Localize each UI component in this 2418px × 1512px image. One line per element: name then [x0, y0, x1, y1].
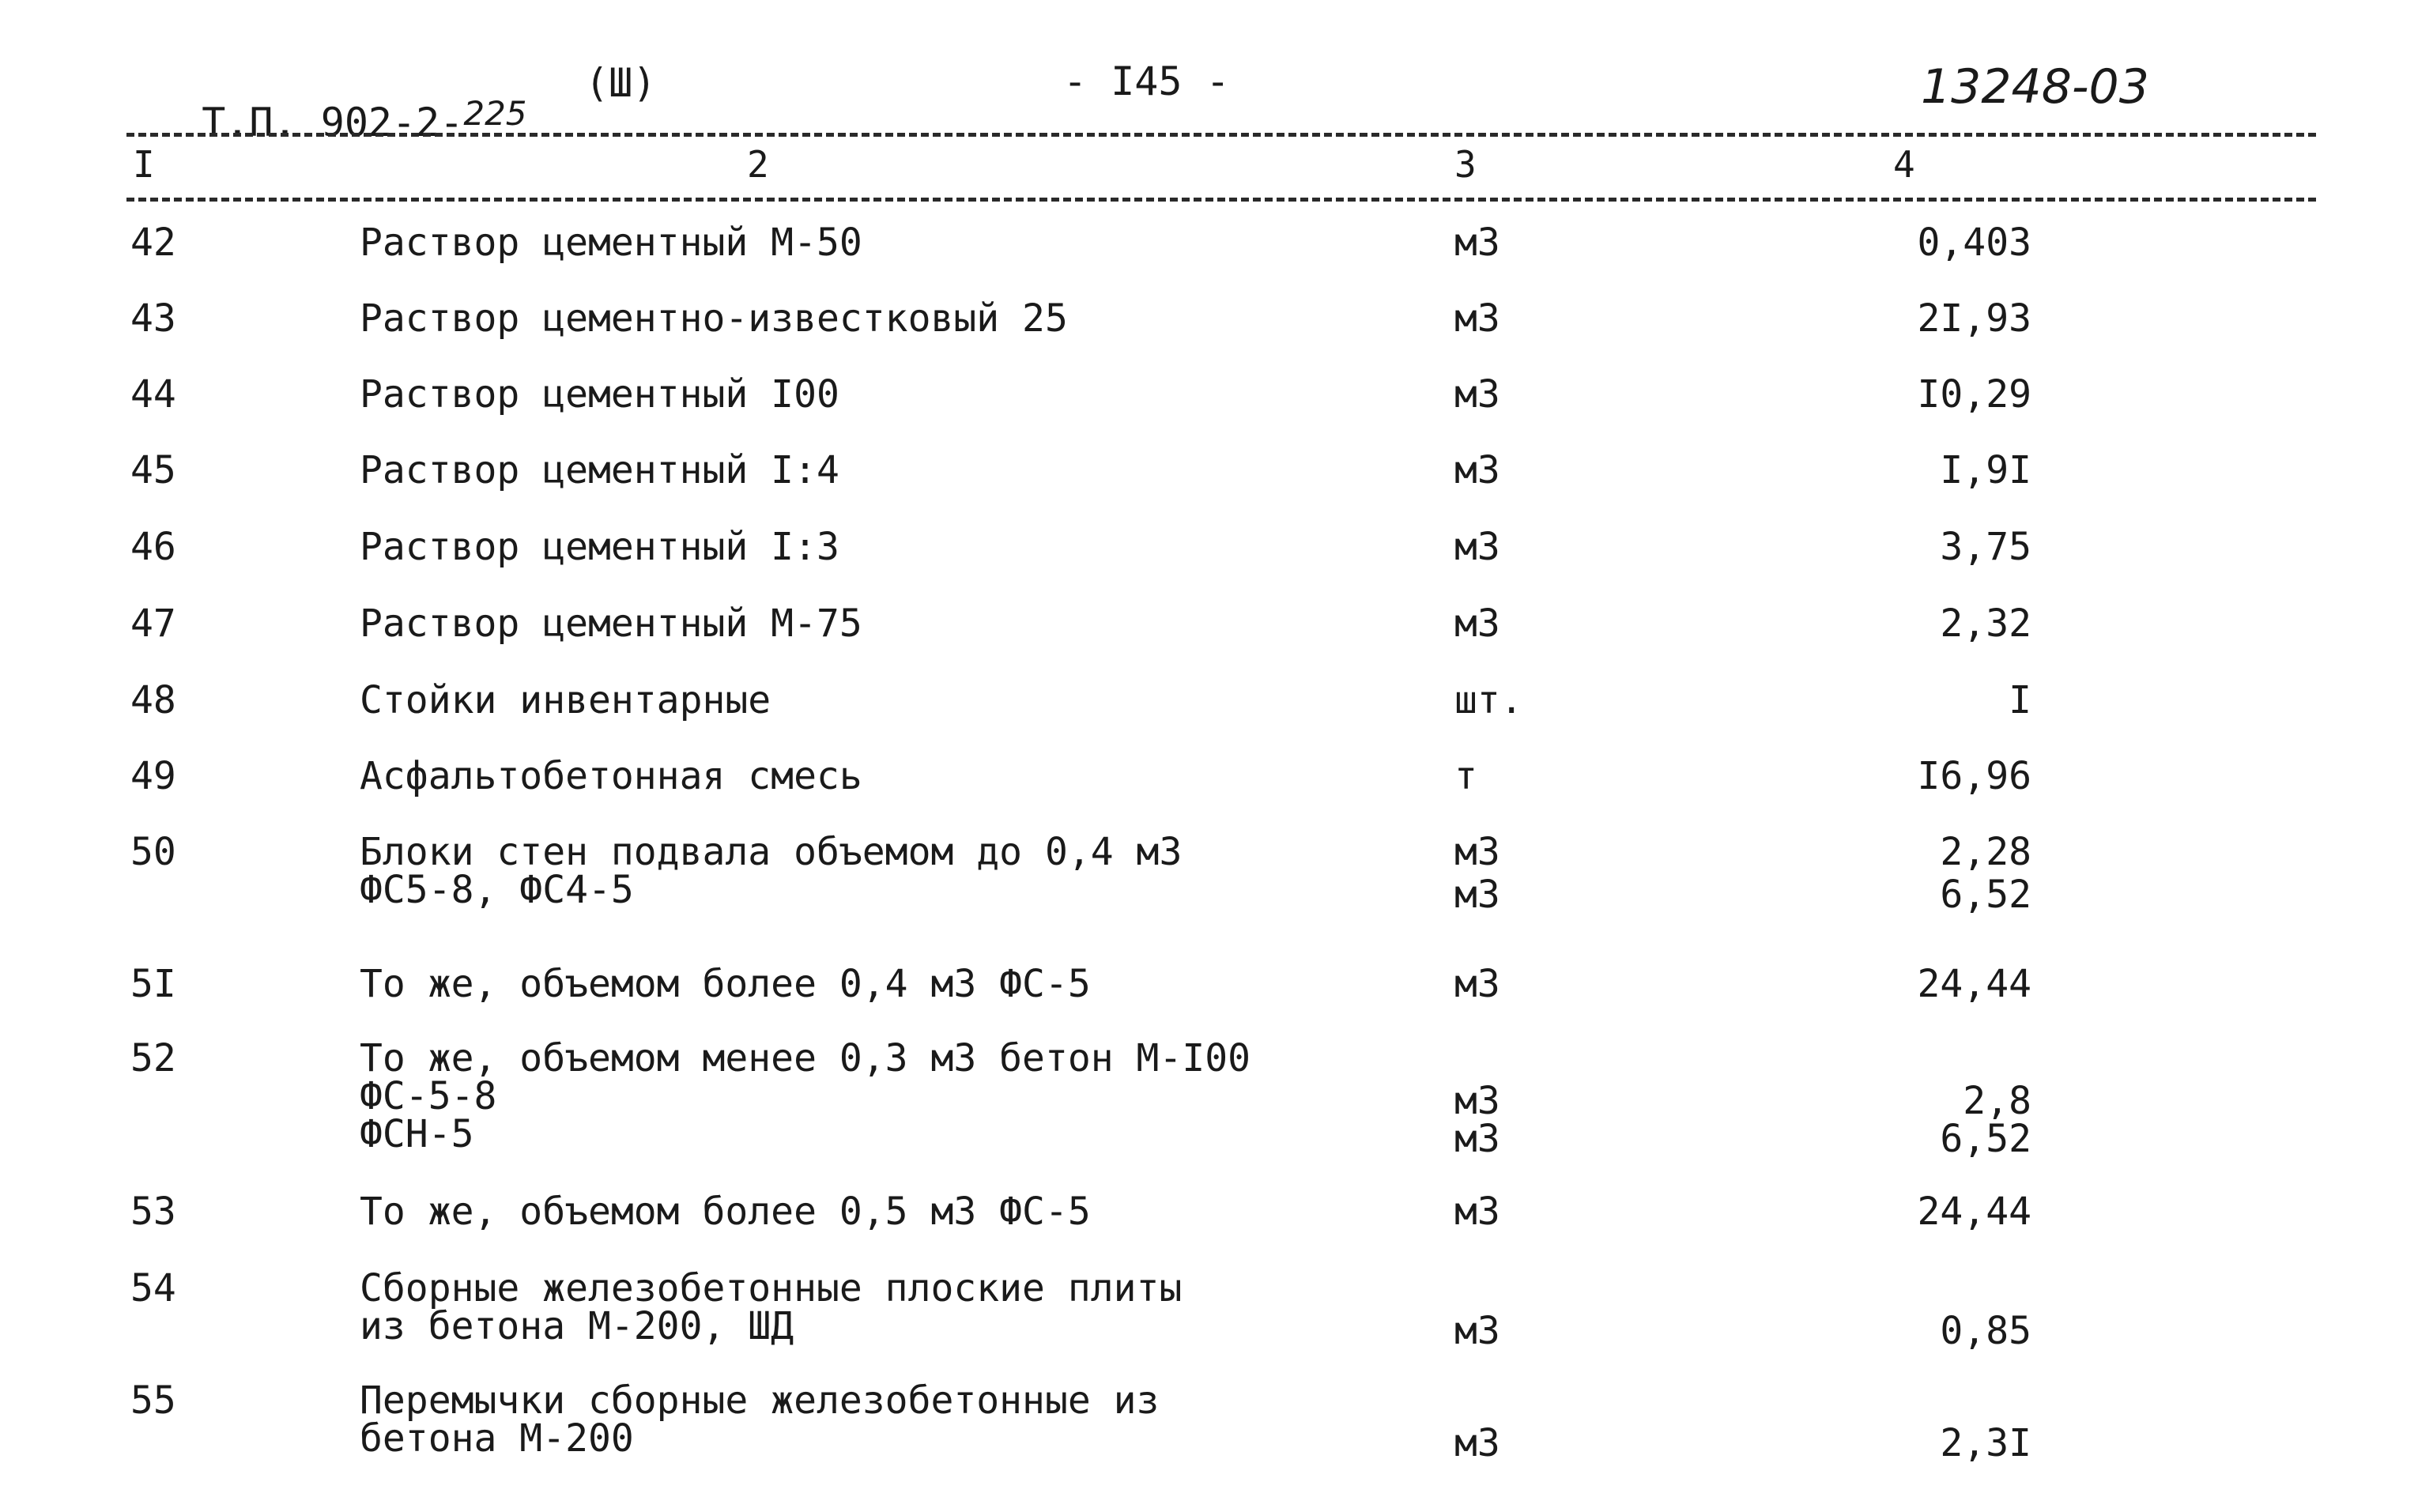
- row-number: 55: [130, 1378, 176, 1423]
- row-number: 49: [130, 754, 176, 798]
- row-number: 42: [130, 221, 176, 265]
- column-header-2: 2: [747, 143, 769, 186]
- item-unit: м3: [1454, 525, 1500, 569]
- item-value: I6,96: [1917, 754, 2031, 798]
- item-value: 24,44: [1917, 962, 2031, 1006]
- item-value: I0,29: [1917, 372, 2031, 417]
- item-unit: м3: [1454, 296, 1500, 341]
- item-name: То же, объемом более 0,5 м3 ФС-5: [360, 1190, 1091, 1234]
- item-name: Блоки стен подвала объемом до 0,4 м3: [360, 830, 1183, 874]
- item-value: 2I,93: [1917, 296, 2031, 341]
- item-value: 2,32: [1940, 601, 2031, 646]
- doc-number-handwritten: 225: [463, 94, 527, 133]
- item-value: 24,44: [1917, 1190, 2031, 1234]
- item-name: бетона М-200: [360, 1416, 634, 1461]
- row-number: 46: [130, 525, 176, 569]
- top-rule: [126, 133, 2316, 137]
- item-name: Раствор цементно-известковый 25: [360, 296, 1068, 341]
- item-value: 2,28: [1940, 830, 2031, 874]
- row-number: 47: [130, 601, 176, 646]
- item-value: 2,8: [1963, 1079, 2031, 1123]
- item-unit: м3: [1454, 601, 1500, 646]
- item-name: Раствор цементный I:4: [360, 448, 839, 492]
- item-name: То же, объемом более 0,4 м3 ФС-5: [360, 962, 1091, 1006]
- doc-code: [154, 63, 527, 145]
- item-name: Асфальтобетонная смесь: [360, 754, 862, 798]
- row-number: 43: [130, 296, 176, 341]
- item-name: Раствор цементный I00: [360, 372, 839, 417]
- volume-label: (Ш): [585, 60, 657, 106]
- item-unit: м3: [1454, 873, 1500, 917]
- doc-prefix: Т.П. 902-2-: [202, 100, 464, 145]
- archive-number: 13248-03: [1921, 59, 2149, 115]
- item-name: ФСН-5: [360, 1112, 474, 1156]
- row-number: 5I: [130, 962, 176, 1006]
- item-unit: м3: [1454, 1309, 1500, 1353]
- column-header-4: 4: [1893, 143, 1915, 186]
- page-number: - I45 -: [1063, 58, 1230, 104]
- item-unit: м3: [1454, 221, 1500, 265]
- item-unit: м3: [1454, 962, 1500, 1006]
- item-name: из бетона М-200, ШД: [360, 1304, 794, 1348]
- item-value: 6,52: [1940, 873, 2031, 917]
- item-unit: м3: [1454, 448, 1500, 492]
- item-name: Раствор цементный I:3: [360, 525, 839, 569]
- item-name: Перемычки сборные железобетонные из: [360, 1378, 1160, 1423]
- item-name: Раствор цементный М-50: [360, 221, 862, 265]
- item-value: 0,85: [1940, 1309, 2031, 1353]
- item-unit: м3: [1454, 372, 1500, 417]
- item-value: I: [2009, 678, 2031, 722]
- row-number: 44: [130, 372, 176, 417]
- row-number: 48: [130, 678, 176, 722]
- item-value: 2,3I: [1940, 1421, 2031, 1465]
- item-name: ФС5-8, ФС4-5: [360, 868, 634, 912]
- row-number: 52: [130, 1036, 176, 1080]
- item-unit: м3: [1454, 1190, 1500, 1234]
- column-header-3: 3: [1454, 143, 1477, 186]
- item-unit: шт.: [1454, 678, 1523, 722]
- item-value: 0,403: [1917, 221, 2031, 265]
- item-name: ФС-5-8: [360, 1074, 497, 1118]
- column-header-1: I: [133, 143, 155, 186]
- item-unit: м3: [1454, 1421, 1500, 1465]
- item-value: 6,52: [1940, 1117, 2031, 1161]
- item-unit: м3: [1454, 1079, 1500, 1123]
- item-name: Сборные железобетонные плоские плиты: [360, 1266, 1183, 1310]
- item-value: I,9I: [1940, 448, 2031, 492]
- row-number: 53: [130, 1190, 176, 1234]
- item-unit: м3: [1454, 1117, 1500, 1161]
- header-rule: [126, 198, 2316, 202]
- item-unit: м3: [1454, 830, 1500, 874]
- item-name: Стойки инвентарные: [360, 678, 771, 722]
- row-number: 50: [130, 830, 176, 874]
- item-unit: т: [1454, 754, 1477, 798]
- row-number: 45: [130, 448, 176, 492]
- item-name: Раствор цементный М-75: [360, 601, 862, 646]
- item-value: 3,75: [1940, 525, 2031, 569]
- row-number: 54: [130, 1266, 176, 1310]
- item-name: То же, объемом менее 0,3 м3 бетон М-I00: [360, 1036, 1251, 1080]
